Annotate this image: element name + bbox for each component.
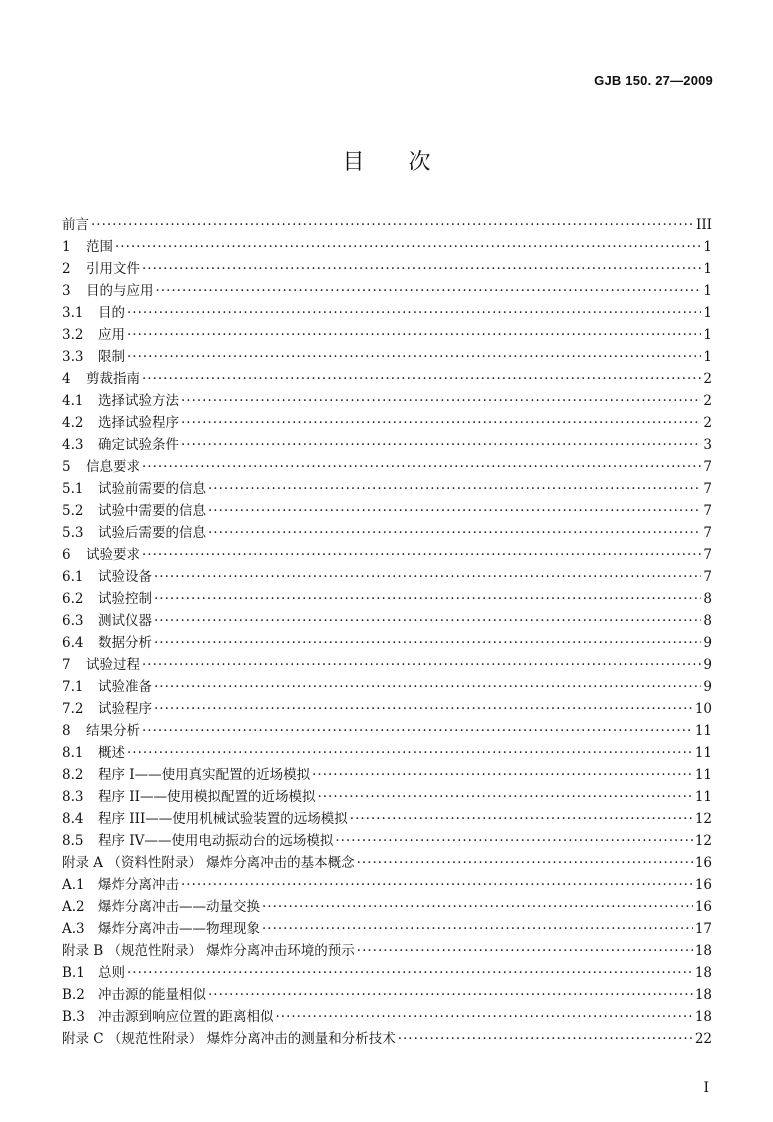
toc-entry-page: 1 — [703, 283, 712, 299]
toc-leader-dots — [115, 236, 701, 258]
toc-entry-label: 目的与应用 — [86, 283, 154, 299]
toc-entry-page: 11 — [694, 767, 712, 783]
toc-entry-number: 5.3 — [62, 525, 84, 541]
toc-leader-dots — [91, 214, 694, 236]
toc-entry[interactable] — [62, 874, 712, 896]
toc-entry[interactable] — [62, 918, 712, 940]
toc-entry[interactable] — [62, 698, 712, 720]
toc-entry[interactable] — [62, 478, 712, 500]
toc-entry-number: 8.3 — [62, 789, 84, 805]
toc-entry-page: 1 — [703, 261, 712, 277]
toc-entry-label: 测试仪器 — [98, 613, 152, 629]
toc-entry-number: 3.1 — [62, 305, 84, 321]
toc-leader-dots — [312, 764, 693, 786]
toc-entry-label: 试验后需要的信息 — [98, 525, 206, 541]
toc-entry-page: 22 — [694, 1031, 712, 1047]
toc-entry-label: 程序 IV——使用电动振动台的远场模拟 — [98, 833, 334, 849]
toc-leader-dots — [142, 720, 693, 742]
toc-entry-page: 10 — [694, 701, 712, 717]
toc-entry[interactable] — [62, 610, 712, 632]
toc-entry-page: 1 — [703, 327, 712, 343]
toc-leader-dots — [127, 962, 693, 984]
toc-leader-dots — [357, 852, 693, 874]
toc-entry-page: 17 — [694, 921, 712, 937]
toc-entry-number: 4.2 — [62, 415, 84, 431]
toc-entry-page: 7 — [703, 547, 712, 563]
toc-entry[interactable] — [62, 962, 712, 984]
toc-entry[interactable] — [62, 720, 712, 742]
toc-entry-label: 应用 — [98, 327, 125, 343]
toc-entry-number: 4 — [62, 371, 71, 387]
toc-entry[interactable] — [62, 654, 712, 676]
toc-entry-label: 数据分析 — [98, 635, 152, 651]
toc-entry-number: 2 — [62, 261, 71, 277]
toc-leader-dots — [154, 698, 693, 720]
toc-entry-label: 选择试验程序 — [98, 415, 179, 431]
toc-entry-page: 8 — [703, 613, 712, 629]
toc-entry-number: A.2 — [62, 899, 85, 915]
toc-leader-dots — [208, 478, 701, 500]
toc-leader-dots — [154, 676, 701, 698]
toc-entry-number: 8.2 — [62, 767, 84, 783]
toc-entry-label: 试验程序 — [98, 701, 152, 717]
toc-entry-label: 爆炸分离冲击 — [98, 877, 179, 893]
toc-entry-label: 确定试验条件 — [98, 437, 179, 453]
toc-entry-label: 程序 II——使用模拟配置的近场模拟 — [98, 789, 316, 805]
toc-leader-dots — [262, 918, 693, 940]
toc-leader-dots — [317, 786, 692, 808]
toc-entry[interactable] — [62, 896, 712, 918]
toc-entry[interactable] — [62, 764, 712, 786]
toc-entry-number: 7 — [62, 657, 71, 673]
toc-entry-page: 1 — [703, 349, 712, 365]
toc-entry[interactable] — [62, 984, 712, 1006]
toc-entry-number: 6.4 — [62, 635, 84, 651]
toc-entry-page: 7 — [703, 569, 712, 585]
toc-entry[interactable] — [62, 1028, 712, 1050]
toc-entry-page: 8 — [703, 591, 712, 607]
toc-entry-page: 2 — [703, 415, 712, 431]
toc-entry-number: A.3 — [62, 921, 85, 937]
toc-leader-dots — [142, 654, 701, 676]
toc-entry-number: 6.2 — [62, 591, 84, 607]
toc-entry-label: 试验要求 — [86, 547, 140, 563]
toc-entry-number: 5.2 — [62, 503, 84, 519]
toc-entry-number: 3 — [62, 283, 71, 299]
toc-leader-dots — [181, 434, 701, 456]
toc-entry-number: 3.3 — [62, 349, 84, 365]
toc-entry[interactable] — [62, 522, 712, 544]
page-number: I — [703, 1080, 709, 1096]
toc-leader-dots — [276, 1006, 693, 1028]
toc-leader-dots — [181, 412, 701, 434]
toc-entry[interactable] — [62, 324, 712, 346]
toc-leader-dots — [262, 896, 693, 918]
page-title: 目次 — [342, 150, 475, 175]
toc-entry-number: 1 — [62, 239, 71, 255]
toc-entry[interactable] — [62, 346, 712, 368]
toc-entry-label: 限制 — [98, 349, 125, 365]
toc-entry-label: 范围 — [86, 239, 113, 255]
toc-entry-label: 爆炸分离冲击——动量交换 — [98, 899, 260, 915]
toc-entry[interactable] — [62, 786, 712, 808]
toc-leader-dots — [208, 984, 693, 1006]
toc-entry-number: B.3 — [62, 1009, 85, 1025]
toc-entry-label: 信息要求 — [86, 459, 140, 475]
toc-entry-page: 1 — [703, 239, 712, 255]
toc-entry-number: 8.4 — [62, 811, 84, 827]
toc-entry-label: 引用文件 — [86, 261, 140, 277]
toc-leader-dots — [181, 874, 693, 896]
toc-entry[interactable] — [62, 500, 712, 522]
toc-entry-number: 3.2 — [62, 327, 84, 343]
toc-leader-dots — [335, 830, 692, 852]
table-of-contents — [62, 214, 712, 1050]
toc-entry-number: 4.3 — [62, 437, 84, 453]
toc-entry[interactable] — [62, 434, 712, 456]
toc-leader-dots — [350, 808, 693, 830]
toc-entry-number: 8 — [62, 723, 71, 739]
toc-leader-dots — [142, 368, 701, 390]
toc-entry[interactable] — [62, 302, 712, 324]
toc-leader-dots — [357, 940, 693, 962]
toc-entry-label: 附录 C （规范性附录） 爆炸分离冲击的测量和分析技术 — [62, 1031, 396, 1047]
toc-entry-page: 9 — [703, 657, 712, 673]
toc-entry-number: 7.1 — [62, 679, 84, 695]
toc-entry-number: 5.1 — [62, 481, 84, 497]
toc-leader-dots — [181, 390, 701, 412]
toc-leader-dots — [156, 280, 702, 302]
toc-entry-page: 18 — [694, 943, 712, 959]
toc-entry-page: 7 — [703, 503, 712, 519]
toc-entry-label: 程序 III——使用机械试验装置的远场模拟 — [98, 811, 348, 827]
toc-entry-number: B.2 — [62, 987, 85, 1003]
toc-entry-number: 4.1 — [62, 393, 84, 409]
toc-leader-dots — [154, 632, 701, 654]
toc-leader-dots — [127, 346, 701, 368]
toc-leader-dots — [142, 258, 701, 280]
toc-entry-page: 16 — [694, 899, 712, 915]
toc-entry-label: 试验控制 — [98, 591, 152, 607]
toc-leader-dots — [142, 456, 701, 478]
toc-entry-label: 概述 — [98, 745, 125, 761]
toc-entry[interactable] — [62, 632, 712, 654]
toc-entry[interactable] — [62, 412, 712, 434]
toc-entry-page: 18 — [694, 987, 712, 1003]
toc-entry[interactable] — [62, 808, 712, 830]
toc-entry-label: 附录 B （规范性附录） 爆炸分离冲击环境的预示 — [62, 943, 355, 959]
toc-entry-label: 冲击源的能量相似 — [98, 987, 206, 1003]
toc-entry-page: 9 — [703, 635, 712, 651]
toc-leader-dots — [154, 566, 701, 588]
toc-entry-page: 16 — [694, 877, 712, 893]
toc-entry-page: III — [696, 217, 712, 233]
toc-entry[interactable] — [62, 1006, 712, 1028]
toc-entry-number: B.1 — [62, 965, 85, 981]
toc-entry-label: 结果分析 — [86, 723, 140, 739]
toc-entry-page: 2 — [703, 393, 712, 409]
toc-entry[interactable] — [62, 676, 712, 698]
toc-entry-label: 选择试验方法 — [98, 393, 179, 409]
toc-entry-label: 目的 — [98, 305, 125, 321]
toc-entry-page: 11 — [694, 745, 712, 761]
toc-entry-label: 总则 — [98, 965, 125, 981]
toc-entry-page: 18 — [694, 965, 712, 981]
toc-entry-number: A.1 — [62, 877, 85, 893]
toc-entry[interactable] — [62, 214, 712, 236]
toc-entry-label: 剪裁指南 — [86, 371, 140, 387]
toc-entry-page: 11 — [694, 723, 712, 739]
toc-entry[interactable] — [62, 588, 712, 610]
toc-entry[interactable] — [62, 258, 712, 280]
toc-leader-dots — [127, 742, 693, 764]
toc-leader-dots — [398, 1028, 693, 1050]
toc-entry-page: 12 — [694, 811, 712, 827]
toc-entry[interactable] — [62, 830, 712, 852]
toc-entry-label: 试验设备 — [98, 569, 152, 585]
toc-entry[interactable] — [62, 940, 712, 962]
toc-entry-label: 前言 — [62, 217, 89, 233]
toc-leader-dots — [208, 500, 701, 522]
toc-entry-number: 8.1 — [62, 745, 84, 761]
toc-leader-dots — [154, 610, 701, 632]
toc-entry-label: 冲击源到响应位置的距离相似 — [98, 1009, 274, 1025]
toc-entry[interactable] — [62, 456, 712, 478]
toc-entry[interactable] — [62, 236, 712, 258]
toc-entry-label: 试验准备 — [98, 679, 152, 695]
toc-entry-page: 11 — [694, 789, 712, 805]
toc-entry-page: 7 — [703, 481, 712, 497]
toc-entry-page: 9 — [703, 679, 712, 695]
toc-entry-label: 附录 A （资料性附录） 爆炸分离冲击的基本概念 — [62, 855, 355, 871]
toc-entry-page: 16 — [694, 855, 712, 871]
toc-entry-page: 1 — [703, 305, 712, 321]
toc-entry-label: 爆炸分离冲击——物理现象 — [98, 921, 260, 937]
toc-entry-number: 8.5 — [62, 833, 84, 849]
toc-entry[interactable] — [62, 544, 712, 566]
toc-entry-label: 试验过程 — [86, 657, 140, 673]
toc-entry[interactable] — [62, 852, 712, 874]
toc-entry-label: 程序 I——使用真实配置的近场模拟 — [98, 767, 311, 783]
toc-leader-dots — [142, 544, 701, 566]
toc-entry-number: 7.2 — [62, 701, 84, 717]
toc-entry-page: 7 — [703, 525, 712, 541]
document-code: GJB 150. 27—2009 — [594, 73, 713, 88]
toc-entry[interactable] — [62, 280, 712, 302]
toc-entry-page: 7 — [703, 459, 712, 475]
toc-entry[interactable] — [62, 566, 712, 588]
toc-entry-page: 2 — [703, 371, 712, 387]
toc-entry-page: 18 — [694, 1009, 712, 1025]
toc-entry-number: 6.1 — [62, 569, 84, 585]
toc-entry-page: 12 — [694, 833, 712, 849]
toc-leader-dots — [127, 302, 701, 324]
toc-entry-number: 5 — [62, 459, 71, 475]
toc-entry[interactable] — [62, 390, 712, 412]
toc-entry-page: 3 — [703, 437, 712, 453]
toc-leader-dots — [208, 522, 701, 544]
toc-entry[interactable] — [62, 742, 712, 764]
toc-entry-number: 6 — [62, 547, 71, 563]
toc-entry-label: 试验前需要的信息 — [98, 481, 206, 497]
toc-entry[interactable] — [62, 368, 712, 390]
toc-leader-dots — [154, 588, 701, 610]
toc-entry-label: 试验中需要的信息 — [98, 503, 206, 519]
toc-entry-number: 6.3 — [62, 613, 84, 629]
toc-leader-dots — [127, 324, 701, 346]
